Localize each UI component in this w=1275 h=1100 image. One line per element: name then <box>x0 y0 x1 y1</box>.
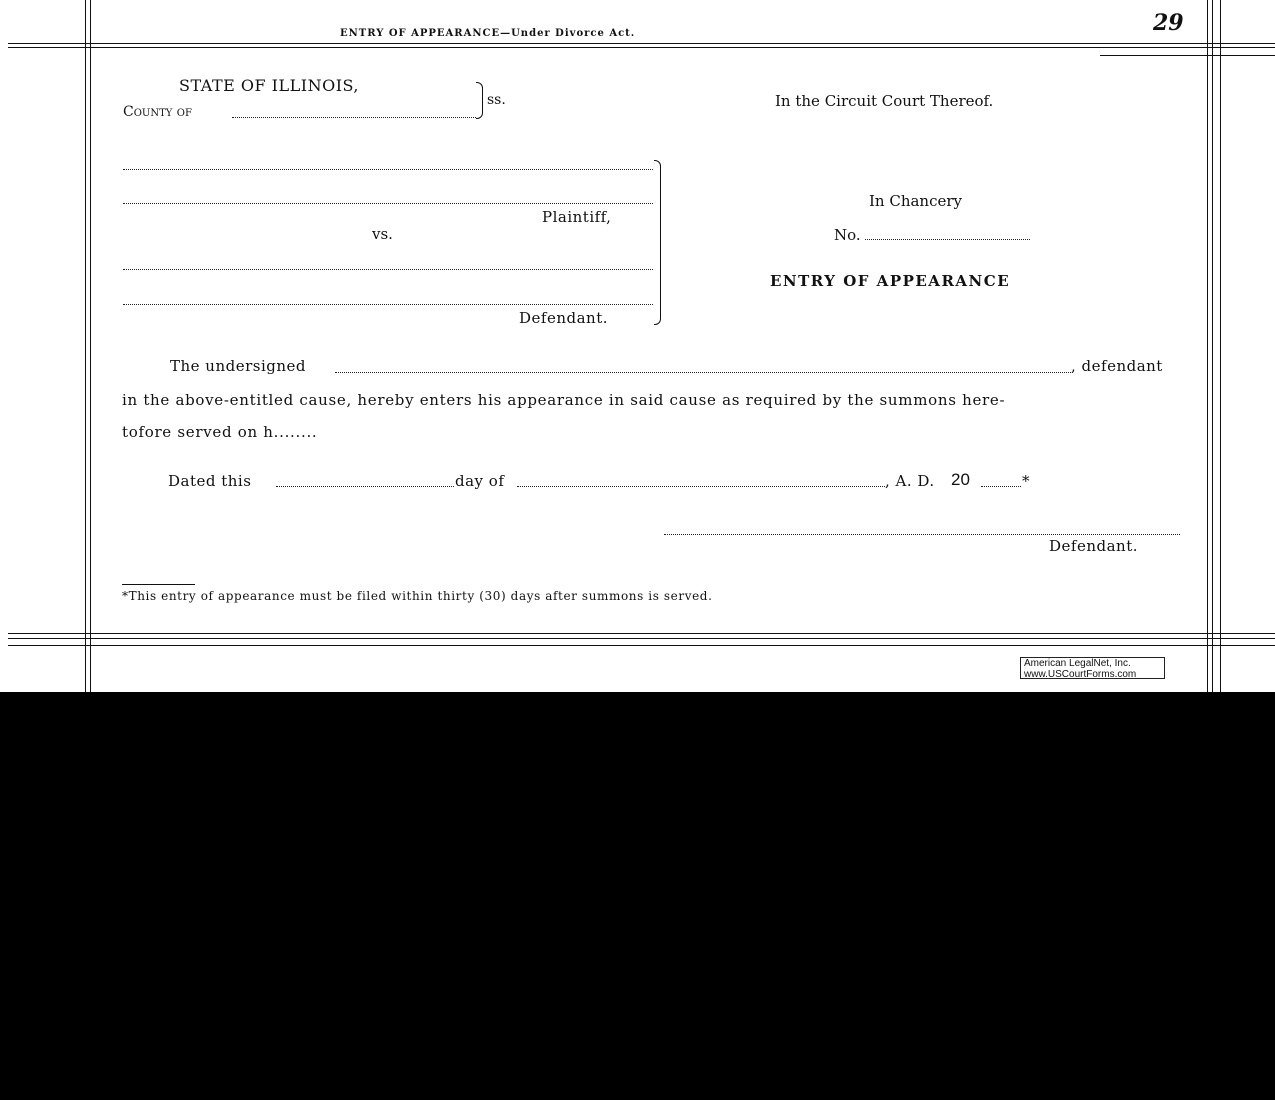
frame-left-outer <box>85 0 86 692</box>
publisher-name: American LegalNet, Inc. <box>1024 658 1131 669</box>
frame-right-inner <box>1207 0 1208 692</box>
frame-left-inner <box>90 0 91 692</box>
ss-label: ss. <box>487 92 506 108</box>
frame-top-rule-2 <box>8 47 1275 48</box>
entry-heading: ENTRY OF APPEARANCE <box>770 272 1011 290</box>
signature-line[interactable] <box>664 534 1180 535</box>
plaintiff-line-1[interactable] <box>123 169 653 170</box>
frame-bottom-rule-2 <box>8 638 1275 639</box>
frame-bottom-rule-3 <box>8 645 1275 646</box>
parties-brace <box>654 160 661 325</box>
frame-top-rule-3 <box>1100 55 1275 56</box>
signature-label: Defendant. <box>1049 537 1138 555</box>
day-field[interactable] <box>276 486 454 487</box>
ss-brace <box>476 82 483 119</box>
publisher-logo <box>1020 657 1165 679</box>
chancery-label: In Chancery <box>869 192 963 210</box>
defendant-line-1[interactable] <box>123 269 653 270</box>
defendant-word: , defendant <box>1071 357 1163 375</box>
footnote-asterisk: * <box>1022 472 1030 490</box>
plaintiff-line-2[interactable] <box>123 203 653 204</box>
county-field[interactable] <box>232 117 476 118</box>
body-line-3: tofore served on h........ <box>122 423 318 441</box>
state-label: STATE OF ILLINOIS, <box>179 76 359 95</box>
year-field[interactable] <box>981 486 1021 487</box>
publisher-url: www.USCourtForms.com <box>1024 669 1137 680</box>
body-line-2: in the above-entitled cause, hereby enters his appearance in said cause as required by the summons here- <box>122 391 1006 409</box>
footnote-rule <box>122 584 195 585</box>
frame-right-outer <box>1212 0 1213 692</box>
defendant-line-2[interactable] <box>123 304 653 305</box>
county-label: County of <box>123 104 192 120</box>
plaintiff-label: Plaintiff, <box>542 208 612 226</box>
court-label: In the Circuit Court Thereof. <box>775 92 994 110</box>
frame-right-edge <box>1220 0 1221 692</box>
month-field[interactable] <box>517 486 885 487</box>
day-of-label: day of <box>455 472 505 490</box>
case-no-field[interactable] <box>865 239 1030 240</box>
vs-label: vs. <box>372 225 393 243</box>
ad-label: , A. D. <box>885 472 935 490</box>
year-prefix: 20 <box>951 470 970 489</box>
case-no-label: No. <box>834 226 861 244</box>
defendant-label: Defendant. <box>519 309 608 327</box>
form-title: ENTRY OF APPEARANCE—Under Divorce Act. <box>340 28 636 39</box>
page-mark: 29 <box>1153 10 1184 36</box>
frame-top-rule-1 <box>8 43 1275 44</box>
undersigned-name-field[interactable] <box>335 372 1071 373</box>
frame-bottom-rule-1 <box>8 633 1275 634</box>
dated-this-label: Dated this <box>168 472 252 490</box>
footnote-text: *This entry of appearance must be filed within thirty (30) days after summons is served. <box>122 589 713 603</box>
undersigned-label: The undersigned <box>170 357 307 375</box>
